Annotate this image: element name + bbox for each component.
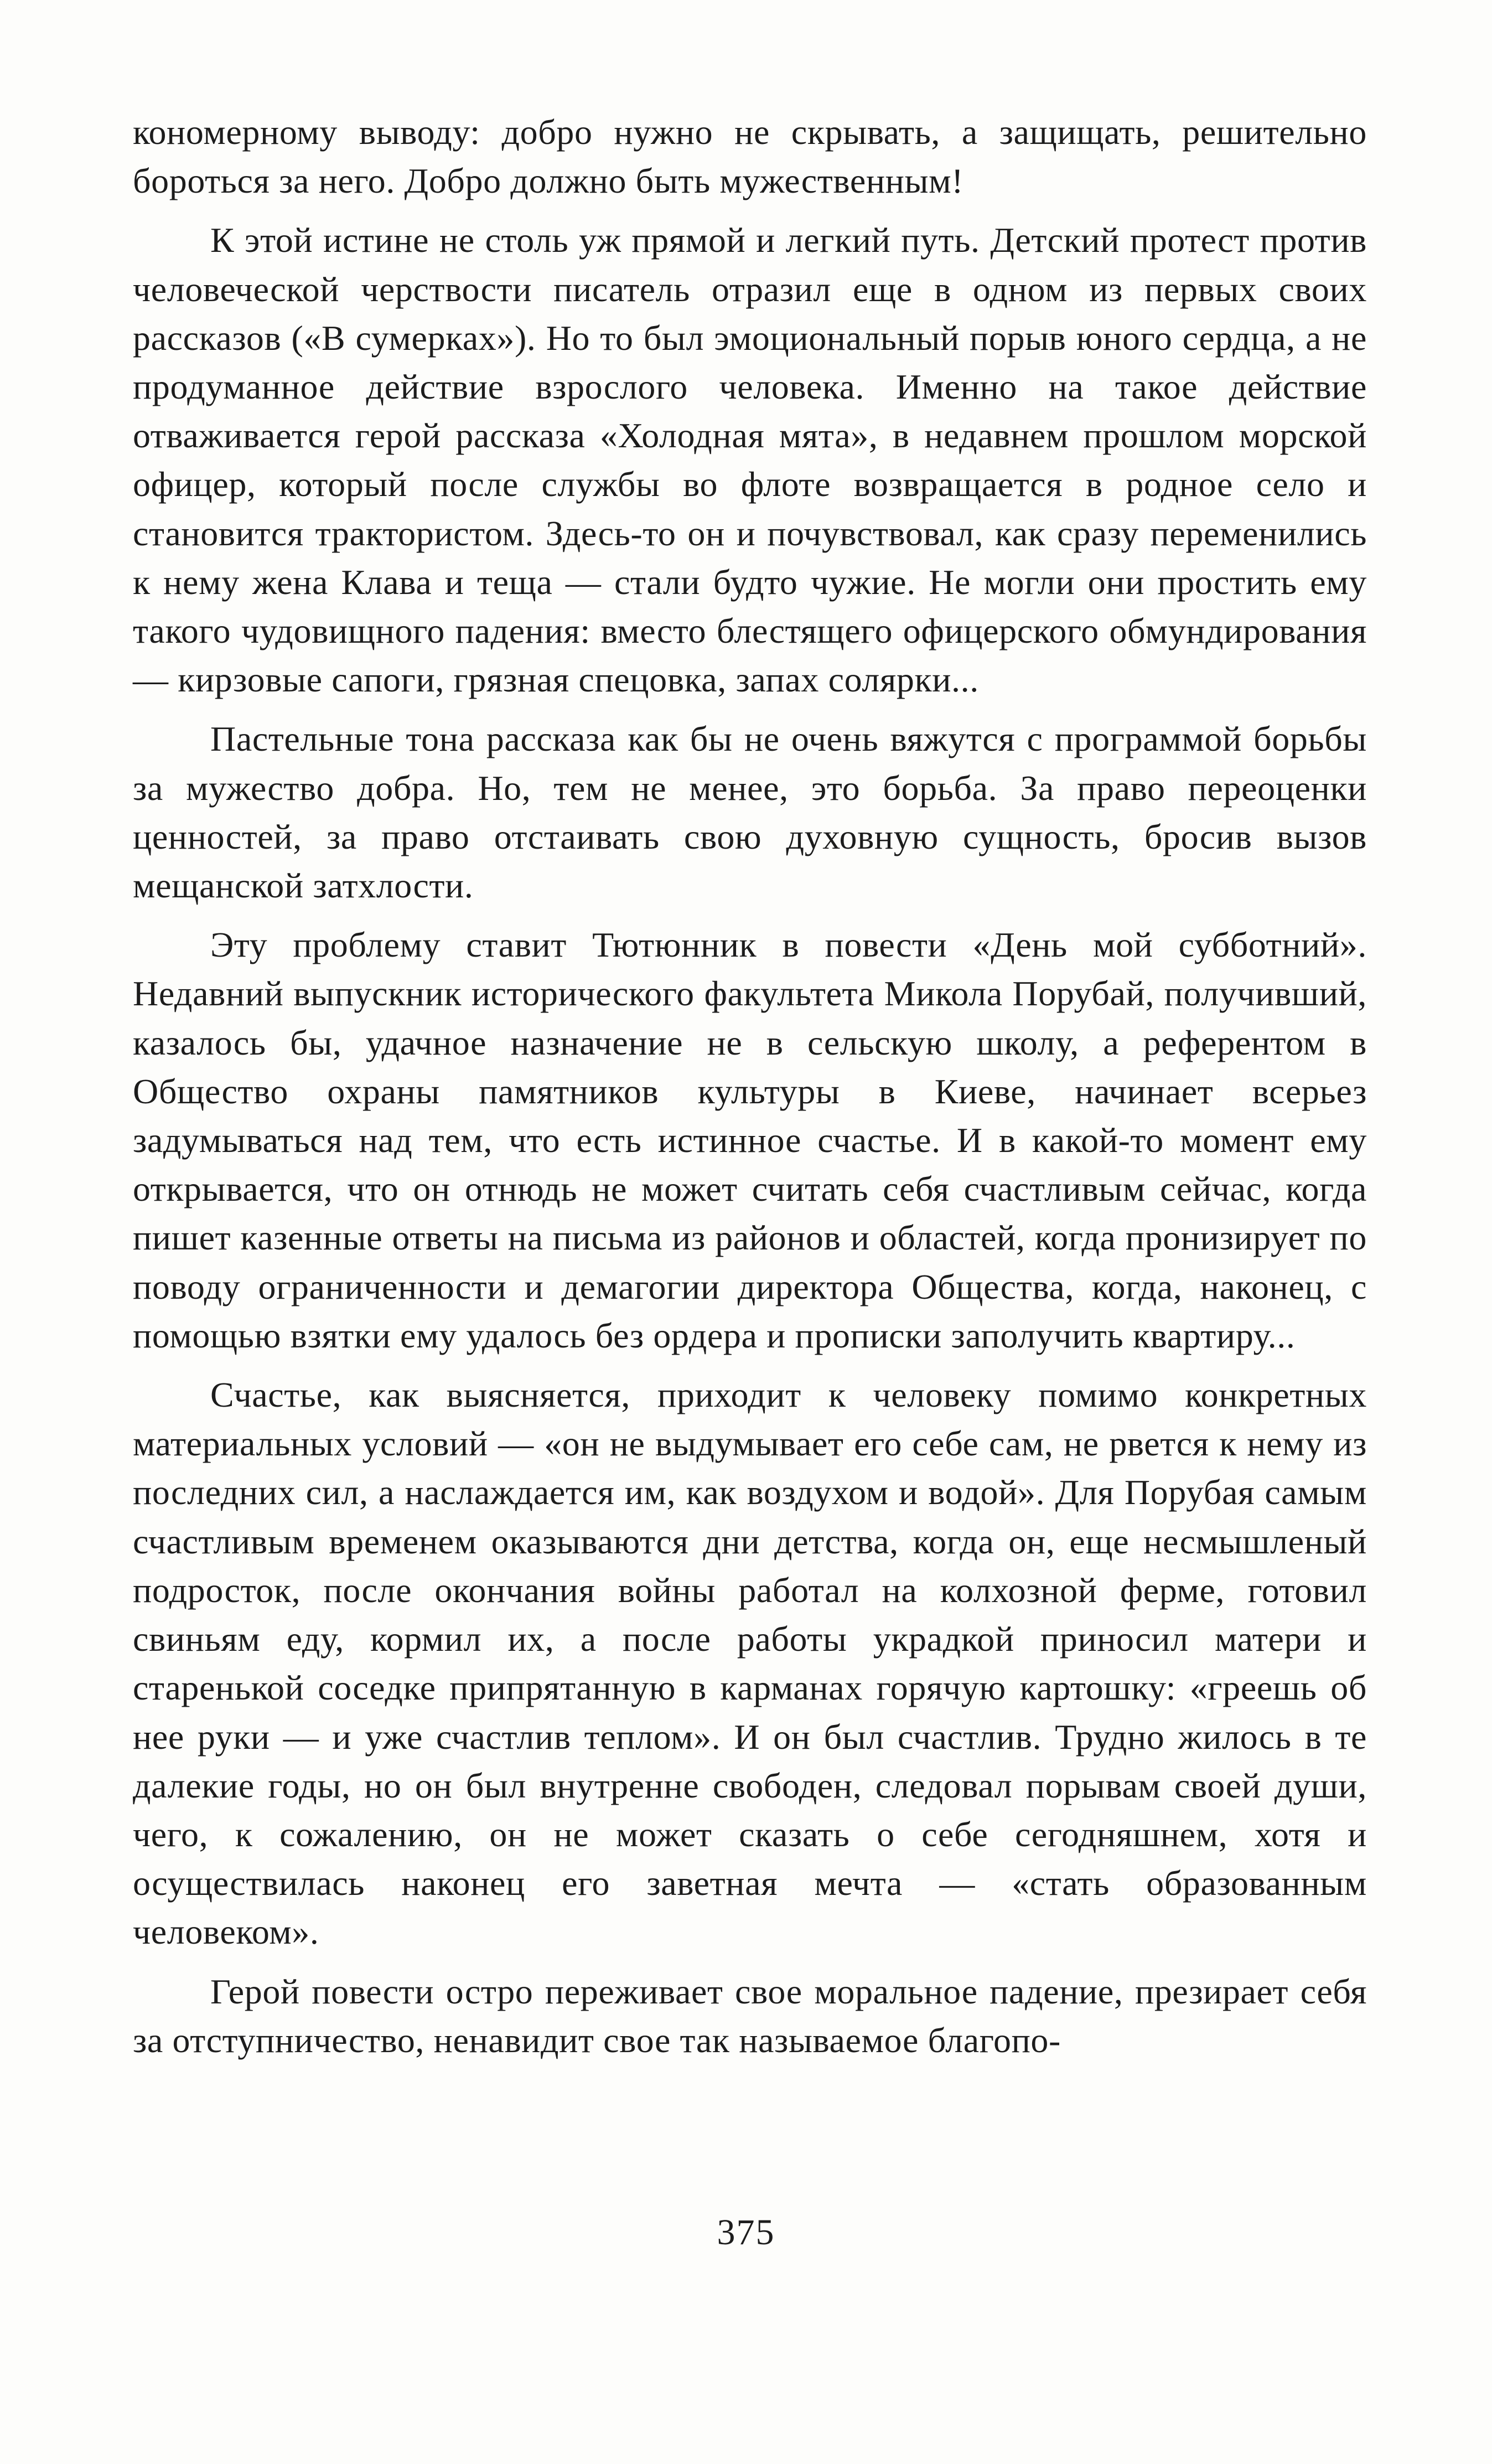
paragraph-2: К этой истине не столь уж прямой и легкий путь. Детский протест против человеческой черствости писатель отразил еще в одном из первых своих рассказов («В сумерках»). Но то был эмоциональный порыв юного сердца, а не продуманное действие взрослого человека. Именно на такое действие отваживается герой рассказа «Холодная мята», в недавнем прошлом морской офицер, который после службы во флоте возвращается в родное село и становится трактористом. Здесь-то он и почувствовал, как сразу переменились к нему жена Клава и теща — стали будто чужие. Не могли они простить ему такого чудовищного падения: вместо блестящего офицерского обмундирования — кирзовые сапоги, грязная спецовка, запах солярки... xyxy=(133,220,1367,700)
body-text xyxy=(133,108,1367,2075)
paragraph-1: кономерному выводу: добро нужно не скрывать, а защищать, решительно бороться за него. Добро должно быть мужественным! xyxy=(133,112,1367,201)
paragraph-3: Пастельные тона рассказа как бы не очень вяжутся с программой борьбы за мужество добра. Но, тем не менее, это борьба. За право переоценки ценностей, за право отстаивать свою духовную сущность, бросив вызов мещанской затхлости. xyxy=(133,719,1367,906)
page-number: 375 xyxy=(717,2212,775,2253)
paragraph-4: Эту проблему ставит Тютюнник в повести «День мой субботний». Недавний выпускник исторического факультета Микола Порубай, получивший, казалось бы, удачное назначение не в сельскую школу, а референтом в Общество охраны памятников культуры в Киеве, начинает всерьез задумываться над тем, что есть истинное счастье. И в какой-то момент ему открывается, что он отнюдь не может считать себя счастливым сейчас, когда пишет казенные ответы на письма из районов и областей, когда пронизирует по поводу ограниченности и демагогии директора Общества, когда, наконец, с помощью взятки ему удалось без ордера и прописки заполучить квартиру... xyxy=(133,925,1367,1355)
paragraph-5: Счастье, как выясняется, приходит к человеку помимо конкретных материальных условий — «он не выдумывает его себе сам, не рвется к нему из последних сил, а наслаждается им, как воздухом и водой». Для Порубая самым счастливым временем оказываются дни детства, когда он, еще несмышленый подросток, после окончания войны работал на колхозной ферме, готовил свиньям еду, кормил их, а после работы украдкой приносил матери и старенькой соседке припрятанную в карманах горячую картошку: «греешь об нее руки — и уже счастлив теплом». И он был счастлив. Трудно жилось в те далекие годы, но он был внутренне свободен, следовал порывам своей души, чего, к сожалению, он не может сказать о себе сегодняшнем, хотя и осуществилась наконец его заветная мечта — «стать образованным человеком». xyxy=(133,1375,1367,1952)
paragraph-6: Герой повести остро переживает свое моральное падение, презирает себя за отступничество, ненавидит свое так называемое благопо- xyxy=(133,1971,1367,2060)
